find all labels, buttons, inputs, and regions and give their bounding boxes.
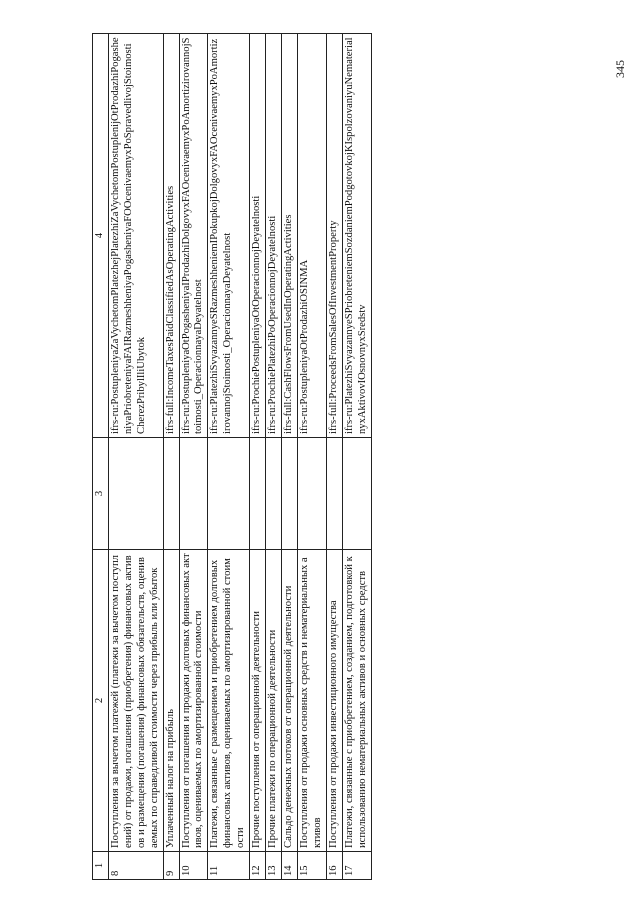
row-col3-cell — [266, 438, 282, 550]
table-body — [108, 34, 371, 880]
column-header-3: 3 — [93, 438, 109, 550]
table-row — [297, 34, 326, 880]
row-name-cell: Поступления от продажи основных средств и нематериальных активов — [297, 550, 326, 852]
row-name-cell: Сальдо денежных потоков от операционной деятельности — [281, 550, 297, 852]
row-col3-cell — [108, 438, 163, 550]
row-element-cell: ifrs-ru:PlatezhiSvyazannyeSRazmeshheniemIPokupkojDolgovyxFAOcenivaemyxPoAmortizirovannojStoimosti_OperacionnayaDeyatelnost — [208, 34, 250, 438]
row-name-cell: Платежи, связанные с приобретением, созданием, подготовкой к использованию нематериальных активов и основных средств — [342, 550, 371, 852]
row-number-cell: 16 — [326, 852, 342, 880]
row-number-cell: 8 — [108, 852, 163, 880]
row-number-cell: 10 — [179, 852, 208, 880]
table-row — [108, 34, 163, 880]
row-element-cell: ifrs-ru:PostupleniyaOtProdazhiOSINMA — [297, 34, 326, 438]
row-col3-cell — [179, 438, 208, 550]
row-element-cell: ifrs-ru:PostupleniyaOtPogasheniyaIProdazhiDolgovyxFAOcenivaemyxPoAmortizirovannojStoimosti_OperacionnayaDeyatelnost — [179, 34, 208, 438]
row-element-cell: ifrs-full:CashFlowsFromUsedInOperatingActivities — [281, 34, 297, 438]
row-name-cell: Поступления от погашения и продажи долговых финансовых активов, оцениваемых по амортизированной стоимости — [179, 550, 208, 852]
row-name-cell: Платежи, связанные с размещением и приобретением долговых финансовых активов, оцениваемых по амортизированной стоимости — [208, 550, 250, 852]
table-row — [179, 34, 208, 880]
row-number-cell: 17 — [342, 852, 371, 880]
column-header-1: 1 — [93, 852, 109, 880]
row-element-cell: ifrs-ru:ProchiePlatezhiPoOperacionnojDeyatelnosti — [266, 34, 282, 438]
row-col3-cell — [326, 438, 342, 550]
table-row — [266, 34, 282, 880]
table-row — [326, 34, 342, 880]
row-name-cell: Прочие поступления от операционной деятельности — [250, 550, 266, 852]
row-col3-cell — [281, 438, 297, 550]
page-number: 345 — [613, 60, 627, 78]
row-number-cell: 13 — [266, 852, 282, 880]
row-element-cell: ifrs-full:IncomeTaxesPaidClassifiedAsOperatingActivities — [163, 34, 179, 438]
column-header-2: 2 — [93, 550, 109, 852]
row-element-cell: ifrs-ru:ProchiePostupleniyaOtOperacionnojDeyatelnosti — [250, 34, 266, 438]
table-row — [342, 34, 371, 880]
row-number-cell: 14 — [281, 852, 297, 880]
row-number-cell: 12 — [250, 852, 266, 880]
row-element-cell: ifrs-ru:PlatezhiSvyazannyeSPriobreteniemSozdaniemPodgotovkojKIspolzovaniyuNematerialnyxAktivovIOsnovnyxSredstv — [342, 34, 371, 438]
xbrl-mapping-table — [92, 33, 372, 880]
row-element-cell: ifrs-ru:PostupleniyaZaVychetomPlatezhejPlatezhiZaVychetomPostuplenijOtProdazhiPogasheniyaPriobreteniyaFAIRazmeshheniyaPogasheniyaFOOcenivaemyxPoSpravedlivojStoimostiCherezPribylIliUbytok — [108, 34, 163, 438]
row-number-cell: 11 — [208, 852, 250, 880]
row-col3-cell — [163, 438, 179, 550]
row-col3-cell — [208, 438, 250, 550]
table-row — [208, 34, 250, 880]
row-element-cell: ifrs-full:ProceedsFromSalesOfInvestmentProperty — [326, 34, 342, 438]
table-row — [163, 34, 179, 880]
row-name-cell: Уплаченный налог на прибыль — [163, 550, 179, 852]
row-number-cell: 15 — [297, 852, 326, 880]
row-name-cell: Прочие платежи по операционной деятельности — [266, 550, 282, 852]
row-col3-cell — [297, 438, 326, 550]
row-name-cell: Поступления за вычетом платежей (платежи за вычетом поступлений) от продажи, погашения (приобретения) финансовых активов и размещения (погашения) финансовых обязательств, оцениваемых по справедливой стоимости через прибыль или убыток — [108, 550, 163, 852]
table-header-row — [93, 34, 109, 880]
table-row — [250, 34, 266, 880]
table-row — [281, 34, 297, 880]
row-name-cell: Поступления от продажи инвестиционного имущества — [326, 550, 342, 852]
row-col3-cell — [250, 438, 266, 550]
column-header-4: 4 — [93, 34, 109, 438]
row-number-cell: 9 — [163, 852, 179, 880]
rotated-page-content — [92, 34, 612, 880]
row-col3-cell — [342, 438, 371, 550]
